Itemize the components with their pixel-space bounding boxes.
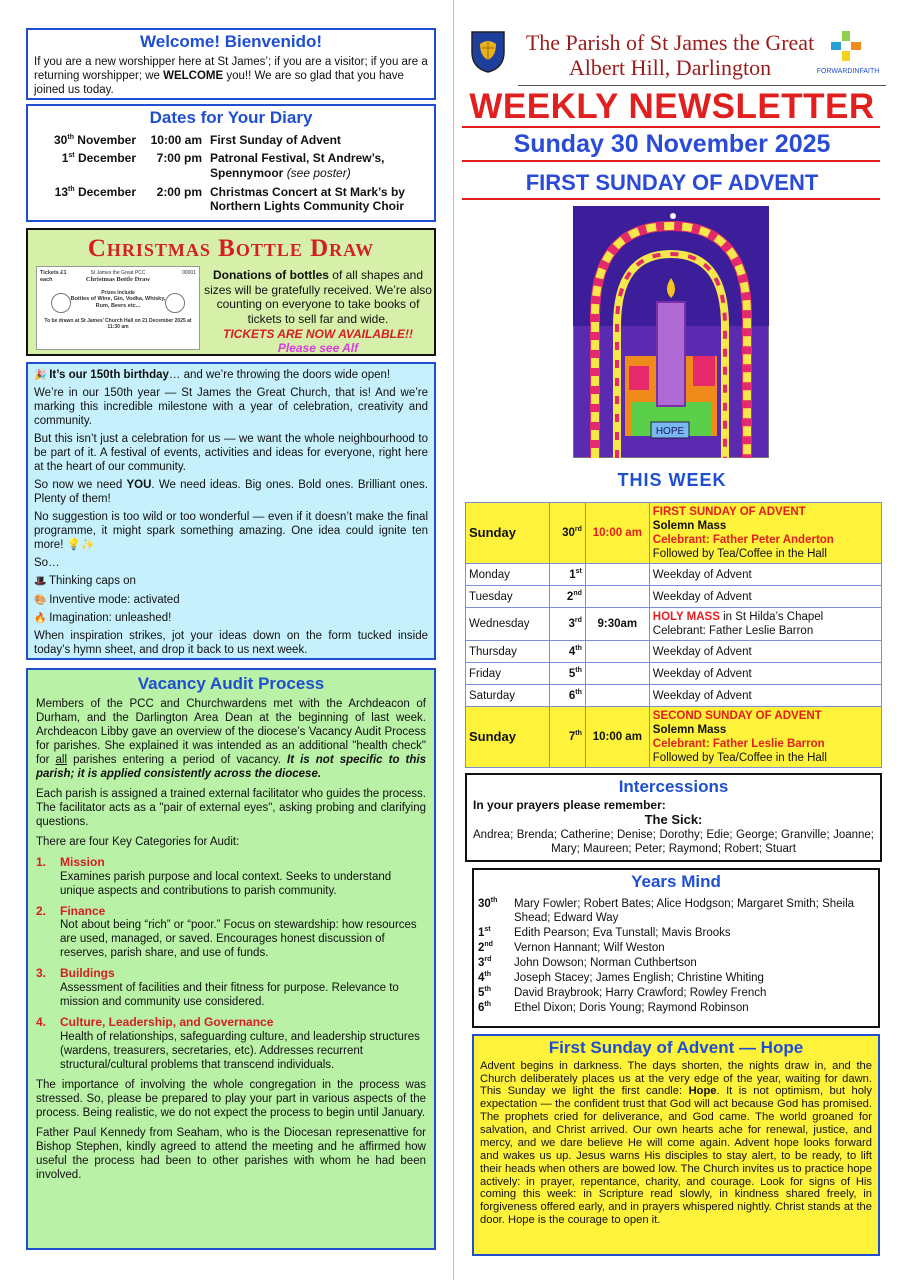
- birthday-box: 🎉 It’s our 150th birthday… and we’re throwing the doors wide open! We’re in our 150th year — St James the Great Church, that is! And we’re marking this incredible milestone with a year of celebration, creativity and community. But this isn’t just a celebration for us — we want the whole neighbourhood to be part of it. A festival of events, activities and ideas for everyone, right here at the heart of our community. So now we need YOU. We need ideas. Big ones. Bold ones. Brilliant ones. Plenty of them! No suggestion is too wild or too wonderful — even if it doesn’t make the final programme, it might spark something amazing. One idea could ignite ten more! 💡✨ So… 🎩 Thinking caps on 🎨 Inventive mode: activated 🔥 Imagination: unleashed! When inspiration strikes, jot your ideas down on the form tucked inside today’s hymn sheet, and drop it back to us next week.: [26, 362, 436, 660]
- table-row: Saturday 6th Weekday of Advent: [466, 685, 882, 707]
- header-rule: [462, 126, 880, 128]
- audit-category: 3. Buildings Assessment of facilities and their fitness for purpose. Relevance to mission and community use considered.: [36, 966, 399, 1008]
- art-hope-label: HOPE: [655, 426, 685, 437]
- table-row: Sunday 7th 10:00 am SECOND SUNDAY OF ADVENT Solemn Mass Celebrant: Father Leslie Barron Followed by Tea/Coffee in the Hall: [466, 707, 882, 768]
- table-row: Wednesday 3rd 9:30am HOLY MASS in St Hilda’s Chapel Celebrant: Father Leslie Barron: [466, 608, 882, 641]
- years-mind-box: [472, 868, 880, 1028]
- list-item: 4th Joseph Stacey; James English; Christine Whiting: [478, 970, 764, 984]
- list-item: 1st Edith Pearson; Eva Tunstall; Mavis Brooks: [478, 925, 731, 939]
- palette-icon: 🎨: [34, 594, 47, 606]
- table-row: Tuesday 2nd Weekday of Advent: [466, 586, 882, 608]
- logo-icon: [165, 293, 185, 313]
- bottle-draw-text: Donations of bottles of all shapes and sizes will be gratefully received. We’re also counting on everyone to take books of tickets to sell far and wide. TICKETS ARE NOW AVAILABLE!! Please see Alf: [204, 268, 432, 356]
- parish-name-line2: Albert Hill, Darlington: [568, 55, 772, 80]
- forward-in-faith-logo-icon: [830, 30, 862, 62]
- list-item: 2nd Vernon Hannant; Wilf Weston: [478, 940, 665, 954]
- years-mind-title: Years Mind: [631, 872, 721, 891]
- diary-title: Dates for Your Diary: [149, 108, 313, 127]
- bottle-draw-box: [26, 228, 436, 356]
- vacancy-title: Vacancy Audit Process: [137, 674, 325, 693]
- vacancy-audit-box: Vacancy Audit Process Members of the PCC and Churchwardens met with the Archdeacon of Durham, and the Darlington Area Dean at the beginning of last week. Archdeacon Libby gave an overview of the diocese’s Vacancy Audit Process for parishes. She explained it was intended as an additional "health check" for all parishes entering a period of vacancy. It is not specific to this parish; it is applied consistently across the diocese. Each parish is assigned a trained external facilitator who guides the process. The facilitator acts as a "pair of external eyes", asking probing and clarifying questions. There are four Key Categories for Audit: 1. Mission Examines parish purpose and local context. Seeks to understand unique aspects and contributions to parish community. 2. Finance Not about being “rich” or “poor.” Focus on stewardship: how resources are used, managed, or saved. Encourages honest discussion of reserves, parish share, and use of funds. 3. Buildings Assessment of facilities and their fitness for purpose. Relevance to mission and community use considered. 4. Culture, Leadership, and Governance Health of relationships, safeguarding culture, and leadership structures (wardens, treasurers, secretaries, etc). Addresses recurrent structural/cultural problems that transcend individuals. The importance of involving the whole congregation in the process was stressed. So, please be prepared to play your part in various aspects of the process. Being realistic, we do not expect the process to begin until January. Father Paul Kennedy from Seaham, who is the Diocesan represenattive for Bishop Stephen, kindly agreed to attend the meeting and he affirmed how useful the process had been to other parishes with whom he had been involved.: [26, 668, 436, 1250]
- audit-category: 2. Finance Not about being “rich” or “poor.” Focus on stewardship: how resources are used, managed, or saved. Encourages honest discussion of reserves, parish share, and use of funds.: [36, 903, 417, 960]
- top-hat-icon: 🎩: [34, 576, 47, 588]
- parish-crest-icon: [470, 30, 506, 74]
- diary-row: 1st December 7:00 pm Patronal Festival, St Andrew’s, Spennymoor (see poster): [61, 151, 385, 180]
- weekly-schedule-table: [465, 502, 882, 768]
- intercessions-box: Intercessions In your prayers please remember: The Sick: Andrea; Brenda; Catherine; Denise; Dorothy; Edie; George; Granville; Joanne; Mary; Maureen; Peter; Raymond; Robert; Stuart: [465, 773, 882, 862]
- sick-names: Andrea; Brenda; Catherine; Denise; Dorothy; Edie; George; Granville; Joanne; Mary; Maureen; Peter; Raymond; Robert; Stuart: [473, 829, 874, 856]
- list-item: 6th Ethel Dixon; Doris Young; Raymond Robinson: [478, 1001, 749, 1014]
- intercessions-title: Intercessions: [618, 777, 729, 796]
- table-row: Thursday 4th Weekday of Advent: [466, 641, 882, 663]
- logo-icon: [51, 293, 71, 313]
- welcome-box: [26, 28, 436, 100]
- fire-icon: 🔥: [34, 612, 47, 624]
- column-divider: [453, 0, 454, 1280]
- parish-name-line1: The Parish of St James the Great: [525, 30, 815, 55]
- liturgical-day-title: FIRST SUNDAY OF ADVENT: [525, 170, 819, 195]
- advent-candle-artwork: [573, 206, 769, 458]
- hope-title: First Sunday of Advent — Hope: [548, 1038, 804, 1057]
- bottle-draw-title: Christmas Bottle Draw: [87, 235, 375, 262]
- newsletter-date: Sunday 30 November 2025: [513, 130, 831, 158]
- table-row: Friday 5th Weekday of Advent: [466, 663, 882, 685]
- audit-category: 4. Culture, Leadership, and Governance Health of relationships, safeguarding culture, and leadership structures (wardens, treasurers, secretaries, etc). Addresses recurrent structural/cultural problems that transcend individuals.: [36, 1014, 420, 1071]
- list-item: 30th Mary Fowler; Robert Bates; Alice Hodgson; Margaret Smith; Sheila Shead; Edward Way: [478, 896, 855, 924]
- diary-row: 30th November 10:00 am First Sunday of Advent: [54, 132, 341, 147]
- diary-box: [26, 104, 436, 222]
- hope-text: Advent begins in darkness. The days shorten, the nights draw in, and the Church deliberately places us at the very edge of the year, waiting for dawn. This Sunday we light the first candle: Hope. It is not optimism, but holy expectation — the confident trust that God will act because God has promised. The prophets cried for deliverance, and God came. The world groaned for salvation, and Christ arrived. Our own hearts ache for renewal, justice, and mercy, and we dare believe He will come again. Advent hope looks forward and wakes us up. Jesus warns His disciples to stay alert, to be ready, to lift their heads when others are bowed low. The Church invites us to practice hope actively: in prayer, repentance, charity, and courage. Look for signs of His coming this week: in Scripture read slowly, in kindness shared freely, in forgiveness offered early, and in prayers whispered nightly. Christ stands at the door. Hope is the courage to open it.: [480, 1059, 873, 1227]
- welcome-title: Welcome! Bienvenido!: [140, 32, 322, 51]
- newsletter-title: WEEKLY NEWSLETTER: [469, 87, 875, 126]
- raffle-ticket-image: Tickets £1 each 00001 St James the Great PCC Christmas Bottle Draw Prizes Include Bottles of Wine, Gin, Vodka, Whisky, Rum, Beers etc... To be drawn at St James’ Church Hall on 21 December 2025 at 11:30 am: [36, 266, 200, 350]
- header-rule: [462, 160, 880, 162]
- table-row: Monday 1st Weekday of Advent: [466, 564, 882, 586]
- audit-category: 1. Mission Examines parish purpose and local context. Seeks to understand unique aspects and contributions to parish community.: [36, 854, 392, 897]
- diary-row: 13th December 2:00 pm Christmas Concert at St Mark’s by Northern Lights Community Choir: [54, 184, 405, 214]
- table-row: Sunday 30rd 10:00 am FIRST SUNDAY OF ADVENT Solemn Mass Celebrant: Father Peter Anderton Followed by Tea/Coffee in the Hall: [466, 503, 882, 564]
- header-rule: [462, 198, 880, 200]
- list-item: 5th David Braybrook; Harry Crawford; Rowley French: [478, 986, 767, 999]
- welcome-text: If you are a new worshipper here at St James’; if you are a visitor; if you are a returning worshipper; we WELCOME you!! We are so glad that you have joined us today.: [34, 55, 428, 96]
- forward-in-faith-label: FORWARDINFAITH: [816, 68, 880, 75]
- list-item: 3rd John Dowson; Norman Cuthbertson: [478, 955, 697, 969]
- advent-hope-box: [472, 1034, 880, 1256]
- this-week-heading: THIS WEEK: [617, 470, 727, 490]
- party-popper-icon: 🎉: [34, 370, 47, 381]
